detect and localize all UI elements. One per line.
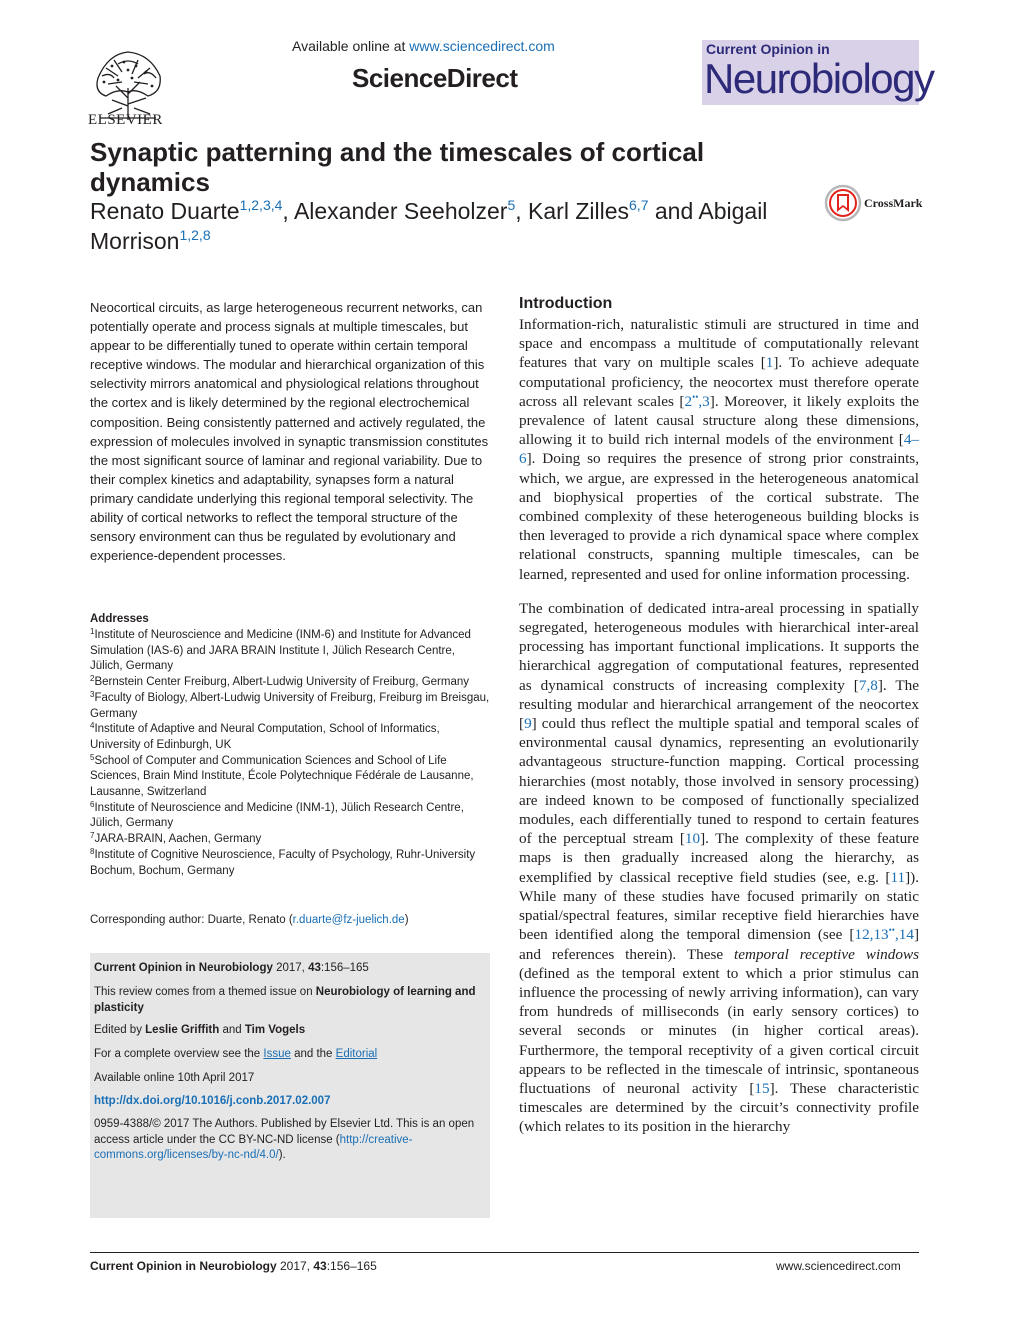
corresponding-suffix: ) <box>404 914 409 926</box>
citation-link[interactable]: 7,8 <box>858 676 878 694</box>
author-name: Renato Duarte <box>90 198 240 224</box>
p1-text-c: ]. Moreover, it likely exploits the prevalence of latent causal structure along these dimensions, allowing it to build rich internal models of the environment [ <box>519 392 919 449</box>
corresponding-email-link[interactable]: r.duarte@fz-juelich.de <box>292 914 405 926</box>
address-item <box>90 722 490 753</box>
address-item <box>90 628 490 675</box>
p2-emphasis: temporal receptive windows <box>734 945 919 963</box>
author-separator: , <box>282 198 294 224</box>
address-number: 1 <box>90 627 95 636</box>
info-editor-and: and <box>219 1024 245 1036</box>
info-overview-and: and the <box>290 1048 336 1060</box>
info-citation <box>94 961 486 977</box>
citation-link[interactable]: 15 <box>754 1079 770 1097</box>
info-citation-pages: :156–165 <box>320 962 369 974</box>
info-editor-1: Leslie Griffith <box>145 1024 220 1036</box>
citation-link[interactable]: 4–6 <box>519 431 919 468</box>
sciencedirect-wordmark: ScienceDirect <box>352 63 518 93</box>
license-link[interactable]: http://creative-commons.org/licenses/by-nc-nd/4.0/ <box>94 1133 413 1161</box>
info-editor-2: Tim Vogels <box>244 1024 306 1036</box>
p1-text-a: Information-rich, naturalistic stimuli are structured in time and space and encompass a multitude of computationally relevant features that vary on multiple scales [ <box>519 316 919 372</box>
address-text: Institute of Adaptive and Neural Computation, School of Informatics, University of Edinburgh, UK <box>90 723 440 751</box>
footer-url: www.sciencedirect.com <box>776 1259 901 1273</box>
author-list <box>90 196 810 256</box>
info-theme <box>94 985 486 1016</box>
journal-banner-line2: Neurobiology <box>704 55 934 102</box>
citation-link[interactable]: 1 <box>765 354 774 372</box>
citation-link[interactable]: 9 <box>524 715 532 733</box>
author-affiliation-marks[interactable]: 1,2,3,4 <box>239 197 283 213</box>
info-edited-prefix: Edited by <box>94 1024 146 1036</box>
address-text: School of Computer and Communication Sciences and School of Life Sciences, Brain Mind Institute, École Polytechnique Fédérale de Lausanne, Lausanne, Switzerland <box>90 754 474 799</box>
publisher-name: ELSEVIER <box>88 112 163 128</box>
info-license <box>94 1117 486 1164</box>
citation-link[interactable]: ,3 <box>698 392 710 410</box>
footer-pages: :156–165 <box>326 1259 377 1273</box>
address-text: Institute of Neuroscience and Medicine (INM-1), Jülich Research Centre, Jülich, Germany <box>90 801 464 830</box>
citation-link[interactable]: 2 <box>684 392 693 410</box>
info-theme-prefix: This review comes from a themed issue on <box>94 986 316 998</box>
address-text: Institute of Cognitive Neuroscience, Faculty of Psychology, Ruhr-University Bochum, Bochum, Germany <box>90 848 476 877</box>
address-number: 2 <box>90 674 95 684</box>
footer-journal: Current Opinion in Neurobiology <box>90 1259 277 1273</box>
citation-link[interactable]: 12,13 <box>854 926 889 944</box>
introduction-body <box>519 315 919 1152</box>
doi-link[interactable]: http://dx.doi.org/10.1016/j.conb.2017.02.007 <box>94 1095 331 1107</box>
author-affiliation-marks[interactable]: 5 <box>507 197 516 213</box>
address-number: 4 <box>90 721 95 731</box>
info-overview <box>94 1047 486 1063</box>
citation-link[interactable]: 10 <box>684 830 701 848</box>
info-editors <box>94 1023 486 1039</box>
sciencedirect-url-link[interactable]: www.sciencedirect.com <box>409 38 555 54</box>
p2-text-e: ]). While many of these studies have focused primarily on static spatial/spectral features, similar receptive field hierarchies have been identified along the temporal dimension (see [ <box>519 868 919 944</box>
info-overview-prefix: For a complete overview see the <box>94 1048 264 1060</box>
crossmark-icon[interactable] <box>824 184 862 222</box>
address-item <box>90 754 490 801</box>
address-text: Faculty of Biology, Albert-Ludwig University of Freiburg, Freiburg im Breisgau, Germany <box>90 691 490 720</box>
info-citation-year: 2017, <box>272 962 309 974</box>
citation-link[interactable]: 11 <box>890 868 906 886</box>
addresses-heading: Addresses <box>90 613 149 625</box>
p1-text-d: ]. Doing so requires the presence of strong prior constraints, which, we argue, are expressed in the heterogeneous anatomical and biophysical properties of the cortical substrate. The combined complexity of these heterogeneous building blocks is then leveraged to provide a rich dynamical space where complex relational constructs, spanning multiple timescales, can be learned, represented and used for online information processing. <box>519 450 919 583</box>
p2-text-h: ]. These characteristic timescales are determined by the circuit’s connectivity profile (which relates to its position in the hierarchy <box>519 1079 919 1136</box>
info-doi <box>94 1094 486 1110</box>
info-citation-volume: 43 <box>308 962 321 974</box>
address-number: 8 <box>90 846 95 856</box>
address-item <box>90 801 490 832</box>
p2-text-f: ] and references therein). These <box>519 926 919 963</box>
editorial-link[interactable]: Editorial <box>335 1048 378 1060</box>
p2-text-g: (defined as the temporal extent to which a prior stimulus can influence the processing of newly arriving information), can vary from hundreds of milliseconds (in early sensory cortices) to several seconds or minutes (in higher cortical areas). Furthermore, the temporal receptivity of a given cortical circuit appears to be reflected in the timescale of intrinsic, spontaneous fluctuations of neuronal activity [ <box>519 964 919 1097</box>
info-available-date: Available online 10th April 2017 <box>94 1072 255 1084</box>
address-number: 5 <box>90 752 95 762</box>
addresses-list <box>90 628 490 879</box>
address-text: JARA-BRAIN, Aachen, Germany <box>94 833 262 846</box>
address-number: 7 <box>90 831 95 841</box>
address-text: Bernstein Center Freiburg, Albert-Ludwig University of Freiburg, Germany <box>94 676 469 689</box>
address-item <box>90 848 490 879</box>
author-affiliation-marks[interactable]: 1,2,8 <box>179 227 211 243</box>
author-affiliation-marks[interactable]: 6,7 <box>629 197 649 213</box>
intro-paragraph-1 <box>519 315 919 584</box>
p2-text-d: ]. The complexity of these feature maps is then gradually increased along the hierarchy, as exemplified by classical receptive field studies (see, e.g. [ <box>519 830 919 886</box>
citation-importance-marker: •• <box>692 391 699 402</box>
available-online-line <box>292 38 555 54</box>
footer-citation <box>90 1259 377 1273</box>
author-name: Abigail Morrison <box>90 198 768 254</box>
citation-link[interactable]: ,14 <box>894 926 914 944</box>
corresponding-prefix: Corresponding author: Duarte, Renato ( <box>90 914 293 926</box>
author-separator: , <box>515 198 529 224</box>
address-item <box>90 675 490 691</box>
p2-text-b: ]. The resulting modular and hierarchical arrangement of the neocortex [ <box>519 676 920 733</box>
p1-text-b: ]. To achieve adequate computational proficiency, the neocortex must therefore operate across all relevant scales [ <box>519 354 919 410</box>
info-license-text: 0959-4388/© 2017 The Authors. Published by Elsevier Ltd. This is an open access article under the CC BY-NC-ND license ( <box>94 1118 475 1146</box>
intro-paragraph-2 <box>519 599 919 1137</box>
address-number: 3 <box>90 689 95 699</box>
author-name: Alexander Seeholzer <box>293 198 508 224</box>
article-title: Synaptic patterning and the timescales of cortical dynamics <box>90 137 705 197</box>
available-online-label: Available online at <box>292 38 410 54</box>
address-number: 6 <box>90 799 95 809</box>
introduction-heading: Introduction <box>519 295 613 312</box>
footer-volume: 43 <box>313 1259 327 1273</box>
footer-divider <box>90 1252 919 1253</box>
info-citation-journal: Current Opinion in Neurobiology <box>94 962 273 974</box>
journal-banner-line1: Current Opinion in <box>706 41 830 57</box>
footer-year: 2017, <box>276 1259 314 1273</box>
info-license-end: ). <box>278 1149 286 1161</box>
address-item <box>90 832 490 848</box>
corresponding-author <box>90 914 490 926</box>
author-name: Karl Zilles <box>528 198 630 224</box>
crossmark-label[interactable]: CrossMark <box>864 196 923 210</box>
info-theme-name: Neurobiology of learning and plasticity <box>94 986 476 1014</box>
abstract-text: Neocortical circuits, as large heterogeneous recurrent networks, can potentially operate and process signals at multiple timescales, but appear to be differentially tuned to operate within certain temporal receptive windows. The modular and hierarchical organization of this selectivity mirrors anatomical and physiological relations throughout the cortex and is likely determined by the regional electrochemical composition. Being consistently patterned and actively regulated, the expression of molecules involved in synaptic transmission constitutes the most significant source of laminar and regional variability. Due to their complex kinetics and adaptability, synapses form a natural primary candidate underlying this regional temporal selectivity. The ability of cortical networks to reflect the temporal structure of the sensory environment can thus be regulated by evolutionary and experience-dependent processes. <box>90 300 489 564</box>
author-separator: and <box>648 198 699 224</box>
p2-text-a: The combination of dedicated intra-areal processing in spatially segregated, heterogeneous modules with hierarchical inter-areal processing has important functional implications. It supports the hierarchical aggregation of computational features, represented as dynamical constructs of increasing complexity [ <box>519 599 919 694</box>
issue-link[interactable]: Issue <box>263 1048 291 1060</box>
address-text: Institute of Neuroscience and Medicine (INM-6) and Institute for Advanced Simulation (IAS-6) and JARA BRAIN Institute I, Jülich Research Centre, Jülich, Germany <box>90 629 471 673</box>
citation-importance-marker: •• <box>888 925 895 936</box>
p2-text-c: ] could thus reflect the multiple spatial and temporal scales of environmental causal dynamics, representing an evolutionarily advantageous structure-function mapping. Cortical processing hierarchies (most notably, those involved in sensory processing) are indeed known to be composed of functionally specialized modules, each differentially tuned to respond to certain features of the perceptual stream [ <box>519 715 919 848</box>
address-item <box>90 691 490 722</box>
